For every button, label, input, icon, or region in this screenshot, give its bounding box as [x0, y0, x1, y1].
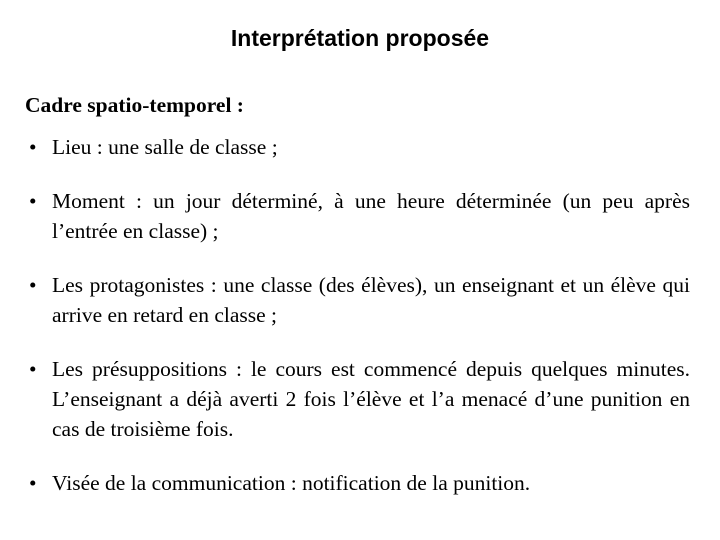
bullet-text: Lieu : une salle de classe ; — [52, 135, 278, 159]
slide-body — [25, 90, 690, 522]
bullet-text: Moment : un jour déterminé, à une heure déterminée (un peu après l’entrée en classe) ; — [52, 189, 690, 243]
bullet-icon: • — [29, 273, 37, 297]
bullet-text: Les présuppositions : le cours est commencé depuis quelques minutes. L’enseignant a déjà averti 2 fois l’élève et l’a menacé d’une punition en cas de troisième fois. — [52, 357, 690, 441]
bullet-text: Visée de la communication : notification de la punition. — [52, 471, 531, 495]
bullet-icon: • — [29, 357, 37, 381]
bullet-list — [25, 132, 690, 498]
bullet-item-visee — [25, 468, 690, 498]
bullet-icon: • — [29, 135, 37, 159]
bullet-icon: • — [29, 189, 37, 213]
bullet-item-moment — [25, 186, 690, 246]
slide-title: Interprétation proposée — [230, 25, 490, 51]
bullet-item-presuppositions — [25, 354, 690, 444]
bullet-text: Les protagonistes : une classe (des élèves), un enseignant et un élève qui arrive en retard en classe ; — [52, 273, 690, 327]
bullet-item-lieu — [25, 132, 690, 162]
bullet-icon: • — [29, 471, 37, 495]
bullet-item-protagonistes — [25, 270, 690, 330]
section-heading: Cadre spatio-temporel : — [25, 93, 244, 117]
